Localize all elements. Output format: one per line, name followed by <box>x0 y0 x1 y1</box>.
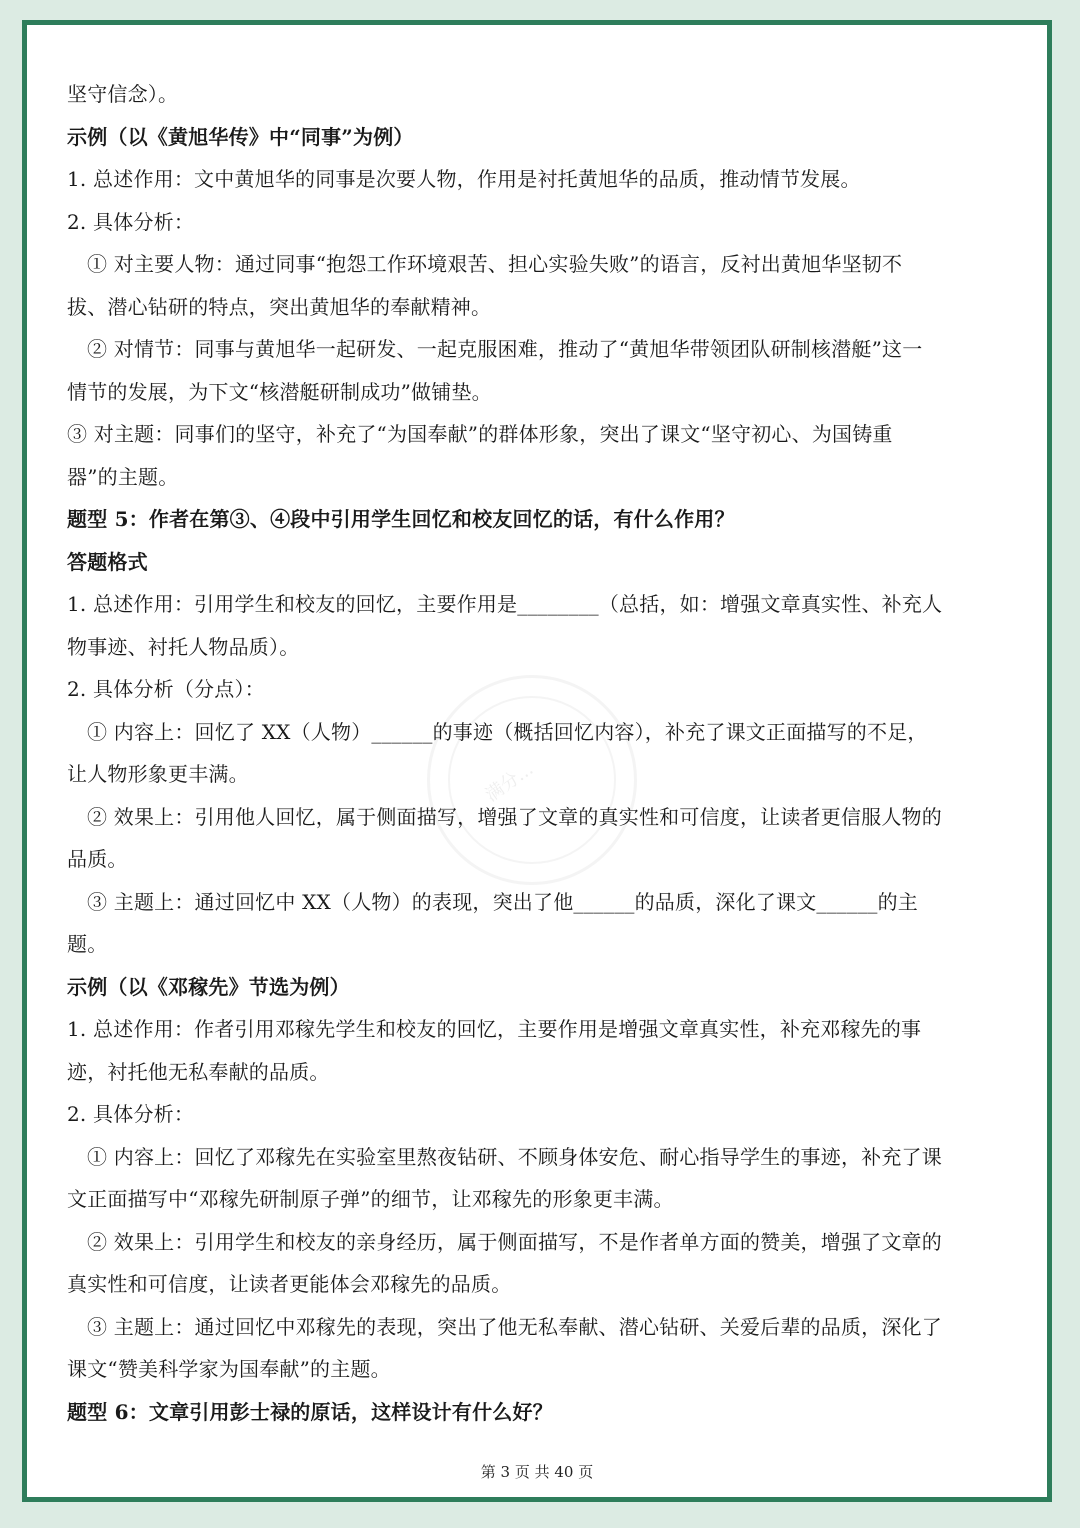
text-line: 情节的发展，为下文“核潜艇研制成功”做铺垫。 <box>67 379 492 404</box>
text-line: 2. 具体分析： <box>67 1102 195 1126</box>
text-line: 1. 总述作用：文中黄旭华的同事是次要人物，作用是衬托黄旭华的品质，推动情节发展。 <box>67 167 861 191</box>
text-line: ③ 对主题：同事们的坚守，补充了“为国奉献”的群体形象，突出了课文“坚守初心、为国铸重 <box>67 422 893 446</box>
section-heading: 题型 5：作者在第③、④段中引用学生回忆和校友回忆的话，有什么作用？ <box>67 507 735 531</box>
text-line: 课文“赞美科学家为国奉献”的主题。 <box>67 1357 391 1381</box>
page-number: 第 3 页 共 40 页 <box>480 1463 594 1481</box>
section-heading: 示例（以《邓稼先》节选为例） <box>67 974 350 999</box>
text-line: 文正面描写中“邓稼先研制原子弹”的细节，让邓稼先的形象更丰满。 <box>67 1187 674 1211</box>
section-heading: 示例（以《黄旭华传》中“同事”为例） <box>67 124 414 149</box>
document-body <box>67 73 1022 1433</box>
text-line: ① 内容上：回忆了 XX（人物）______的事迹（概括回忆内容），补充了课文正面描写的不足， <box>87 719 928 744</box>
text-line: ② 效果上：引用他人回忆，属于侧面描写，增强了文章的真实性和可信度，让读者更信服人物的 <box>87 804 942 829</box>
text-line: 让人物形象更丰满。 <box>67 762 249 786</box>
watermark-text: 满分... <box>481 758 538 807</box>
text-line: ① 内容上：回忆了邓稼先在实验室里熬夜钻研、不顾身体安危、耐心指导学生的事迹，补充了课 <box>87 1144 942 1169</box>
text-line: 坚守信念）。 <box>67 82 179 106</box>
text-line: 2. 具体分析（分点）： <box>67 677 265 701</box>
text-line: 物事迹、衬托人物品质）。 <box>67 634 300 659</box>
text-line: 1. 总述作用：作者引用邓稼先学生和校友的回忆，主要作用是增强文章真实性，补充邓稼先的事 <box>67 1017 922 1041</box>
section-heading: 题型 6：文章引用彭士禄的原话，这样设计有什么好？ <box>67 1399 553 1424</box>
text-line: 品质。 <box>67 847 128 871</box>
text-line: 器”的主题。 <box>67 464 179 489</box>
text-line: ③ 主题上：通过回忆中邓稼先的表现，突出了他无私奉献、潜心钻研、关爱后辈的品质，深化了 <box>87 1314 942 1339</box>
text-line: ③ 主题上：通过回忆中 XX（人物）的表现，突出了他______的品质，深化了课文______的主 <box>87 889 918 914</box>
page-frame <box>22 20 1052 1502</box>
text-line: 1. 总述作用：引用学生和校友的回忆，主要作用是________（总括，如：增强文章真实性、补充人 <box>67 592 943 616</box>
section-heading: 答题格式 <box>67 549 148 574</box>
text-line: 迹，衬托他无私奉献的品质。 <box>67 1059 330 1084</box>
text-line: ② 效果上：引用学生和校友的亲身经历，属于侧面描写，不是作者单方面的赞美，增强了文章的 <box>87 1229 942 1254</box>
text-line: ① 对主要人物：通过同事“抱怨工作环境艰苦、担心实验失败”的语言，反衬出黄旭华坚韧不 <box>87 252 903 276</box>
text-line: 真实性和可信度，让读者更能体会邓稼先的品质。 <box>67 1272 512 1296</box>
text-line: ② 对情节：同事与黄旭华一起研发、一起克服困难，推动了“黄旭华带领团队研制核潜艇”这一 <box>87 337 923 361</box>
text-line: 2. 具体分析： <box>67 209 195 234</box>
text-line: 题。 <box>67 932 108 956</box>
text-line: 拔、潜心钻研的特点，突出黄旭华的奉献精神。 <box>67 294 492 319</box>
